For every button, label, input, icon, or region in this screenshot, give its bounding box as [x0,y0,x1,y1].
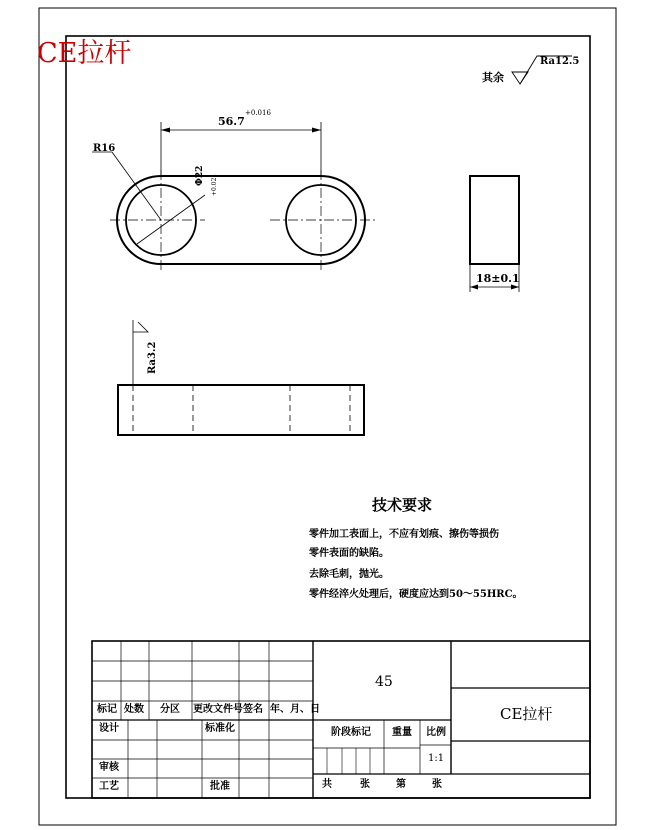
tech-req-line-1: 零件加工表面上，不应有划痕、擦伤等损伤 [309,529,499,540]
scale-value: 1:1 [428,753,445,764]
sheets-unit-2: 张 [432,779,442,790]
tech-req-line-3: 去除毛刺，抛光。 [309,569,389,580]
rev-header-count: 处数 [124,704,144,715]
sheet-no-label: 第 [396,779,406,790]
standardize-label: 标准化 [205,723,235,734]
sheets-total-label: 共 [322,779,332,790]
dia-leader [137,195,205,244]
rev-header-date: 年、月、日 [270,704,320,715]
top-view [92,122,375,270]
tech-req-line-4: 零件经淬火处理后，硬度应达到50～55HRC。 [309,589,523,600]
hole-dia-tol: +0.021 [211,173,218,196]
center-distance-tol: +0.016 [245,109,271,117]
rest-roughness-value: Ra12.5 [540,56,580,67]
tech-req-line-2: 零件表面的缺陷。 [309,548,389,559]
sheets-unit-1: 张 [360,779,370,790]
material-value: 45 [375,674,393,690]
rev-header-zone: 分区 [160,704,180,715]
side-roughness-label: Ra3.2 [147,341,158,374]
weight-label: 重量 [392,727,412,738]
thickness-label: 18±0.1 [476,272,520,285]
inner-frame [66,36,590,798]
tech-req-heading: 技术要求 [372,496,433,514]
approve-label: 批准 [210,781,230,792]
part-name: CE拉杆 [500,705,553,723]
review-label: 审核 [99,762,119,773]
outer-border [39,8,616,825]
rest-label: 其余 [482,71,504,84]
process-label: 工艺 [99,781,119,792]
center-distance-label: 56.7 [218,115,245,128]
overlay-title: CE拉杆 [37,38,132,69]
design-label: 设计 [99,723,119,734]
rev-header-mark: 标记 [97,704,117,715]
scale-label: 比例 [426,727,446,738]
hole-dia-label: Φ22 [195,165,205,186]
radius-label: R16 [93,143,116,154]
rev-header-sign: 签名 [243,704,263,715]
front-view [118,320,364,435]
stage-mark-label: 阶段标记 [331,727,371,738]
rev-header-doc: 更改文件号 [193,704,243,715]
